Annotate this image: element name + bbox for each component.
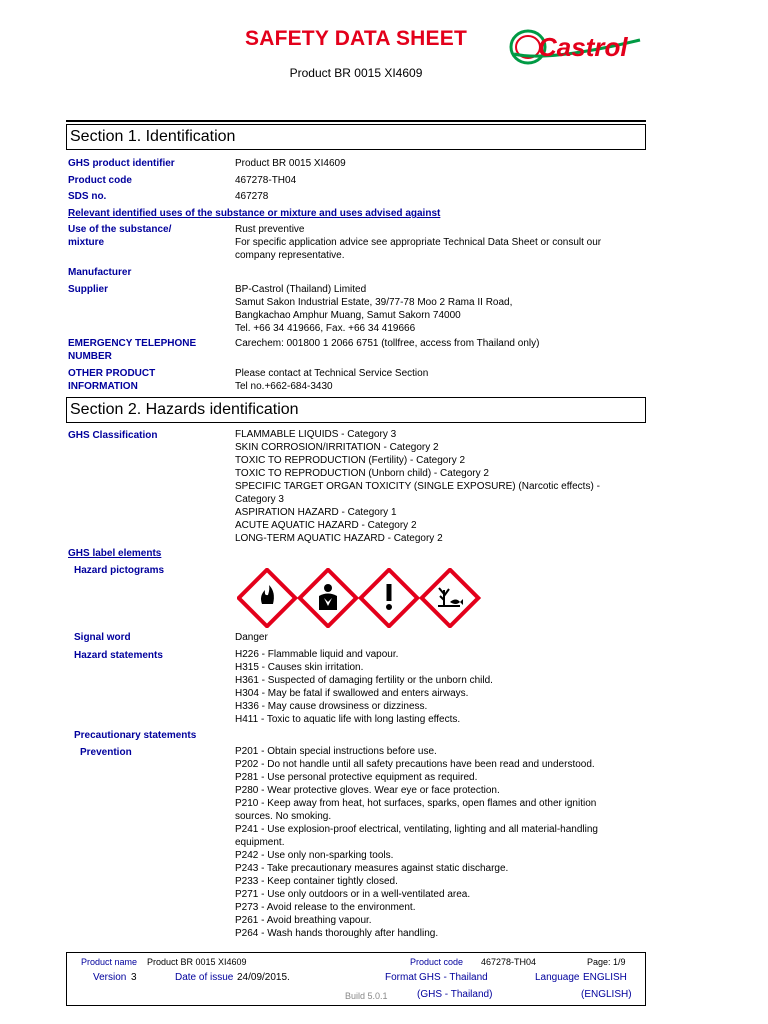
document-subtitle: Product BR 0015 XI4609 (289, 66, 423, 80)
manufacturer-label: Manufacturer (68, 267, 132, 278)
footer-format-value: GHS - Thailand (419, 972, 488, 983)
footer-page-number: Page: 1/9 (587, 957, 626, 967)
hazard-pictograms-label: Hazard pictograms (74, 565, 165, 576)
product-code-value: 467278-TH04 (235, 175, 297, 186)
other-product-info-label: OTHER PRODUCT INFORMATION (68, 368, 156, 392)
ghs-product-identifier-value: Product BR 0015 XI4609 (235, 158, 346, 169)
emergency-telephone-label: EMERGENCY TELEPHONE NUMBER (68, 338, 197, 362)
use-of-substance-value: Rust preventive For specific application advice see appropriate Technical Data Sheet or consult our company representative. (235, 224, 602, 261)
ghs-classification-value: FLAMMABLE LIQUIDS - Category 3 SKIN CORROSION/IRRITATION - Category 2 TOXIC TO REPRODUCTION (Fertility) - Category 2 TOXIC TO REPRODUCTION (Unborn child) - Category 2 SPECIFIC TARGET ORGAN TOXICITY (SINGLE EXPOSURE) (Narcotic effects) - Category 3 ASPIRATION HAZARD - Category 1 ACUTE AQUATIC HAZARD - Category 2 LONG-TERM AQUATIC HAZARD - Category 2 (235, 429, 600, 544)
ghs-product-identifier-label: GHS product identifier (68, 158, 175, 169)
footer-version-value: 3 (131, 972, 137, 983)
footer-product-name-label: Product name (81, 957, 138, 967)
footer-date-label: Date of issue (175, 972, 234, 983)
exclamation-icon (361, 570, 418, 627)
svg-text:Castrol: Castrol (538, 32, 628, 62)
health-hazard-icon (300, 570, 357, 627)
ghs-classification-label: GHS Classification (68, 430, 158, 441)
relevant-uses-link[interactable]: Relevant identified uses of the substance or mixture and uses advised against (68, 208, 441, 219)
ghs-label-elements-link[interactable]: GHS label elements (68, 548, 162, 559)
supplier-label: Supplier (68, 284, 109, 295)
castrol-logo (508, 26, 646, 68)
other-product-info-value: Please contact at Technical Service Section Tel no.+662-684-3430 (235, 368, 429, 392)
footer-language-label: Language (535, 972, 580, 983)
footer-date-value: 24/09/2015. (237, 972, 290, 983)
section-divider (66, 120, 646, 122)
product-code-label: Product code (68, 175, 132, 186)
use-of-substance-label: Use of the substance/ mixture (68, 224, 172, 248)
footer-language-value: ENGLISH (583, 972, 627, 983)
supplier-value: BP-Castrol (Thailand) Limited Samut Sakon Industrial Estate, 39/77-78 Moo 2 Rama II Road, Bangkachao Amphur Muang, Samut Sakorn 74000 Tel. +66 34 419666, Fax. +66 34 419666 (235, 284, 513, 334)
footer-build: Build 5.0.1 (345, 991, 388, 1001)
precautionary-statements-label: Precautionary statements (74, 730, 197, 741)
section-1-heading: Section 1. Identification (66, 124, 646, 150)
prevention-value: P201 - Obtain special instructions before use. P202 - Do not handle until all safety precautions have been read and understood. P281 - Use personal protective equipment as required. P280 - Wear protective gloves. Wear eye or face protection. P210 - Keep away from heat, hot surfaces, sparks, open flames and other ignition sources. No smoking. P241 - Use explosion-proof electrical, ventilating, lighting and all material-handling equipment. P242 - Use only non-sparking tools. P243 - Take precautionary measures against static discharge. P233 - Keep container tightly closed. P271 - Use only outdoors or in a well-ventilated area. P273 - Avoid release to the environment. P261 - Avoid breathing vapour. P264 - Wash hands thoroughly after handling. (235, 746, 598, 939)
footer-product-code-label: Product code (410, 957, 464, 967)
page-footer (66, 952, 646, 1006)
section-2-heading: Section 2. Hazards identification (66, 397, 646, 423)
footer-format-paren: (GHS - Thailand) (417, 989, 493, 1000)
footer-product-name-value: Product BR 0015 XI4609 (147, 957, 247, 967)
sds-number-value: 467278 (235, 191, 269, 202)
footer-language-paren: (ENGLISH) (581, 989, 632, 1000)
footer-product-code-value: 467278-TH04 (481, 957, 537, 967)
signal-word-value: Danger (235, 632, 268, 643)
hazard-pictograms (237, 568, 481, 628)
prevention-label: Prevention (80, 747, 132, 758)
footer-format-label: Format (385, 972, 417, 983)
hazard-statements-label: Hazard statements (74, 650, 163, 661)
footer-version-label: Version (93, 972, 127, 983)
sds-number-label: SDS no. (68, 191, 107, 202)
emergency-telephone-value: Carechem: 001800 1 2066 6751 (tollfree, access from Thailand only) (235, 338, 540, 349)
document-title: SAFETY DATA SHEET (245, 27, 467, 50)
signal-word-label: Signal word (74, 632, 131, 643)
environment-icon (422, 570, 479, 627)
hazard-statements-value: H226 - Flammable liquid and vapour. H315 - Causes skin irritation. H361 - Suspected of damaging fertility or the unborn child. H304 - May be fatal if swallowed and enters airways. H336 - May cause drowsiness or dizziness. H411 - Toxic to aquatic life with long lasting effects. (235, 649, 493, 725)
flame-icon (239, 570, 296, 627)
